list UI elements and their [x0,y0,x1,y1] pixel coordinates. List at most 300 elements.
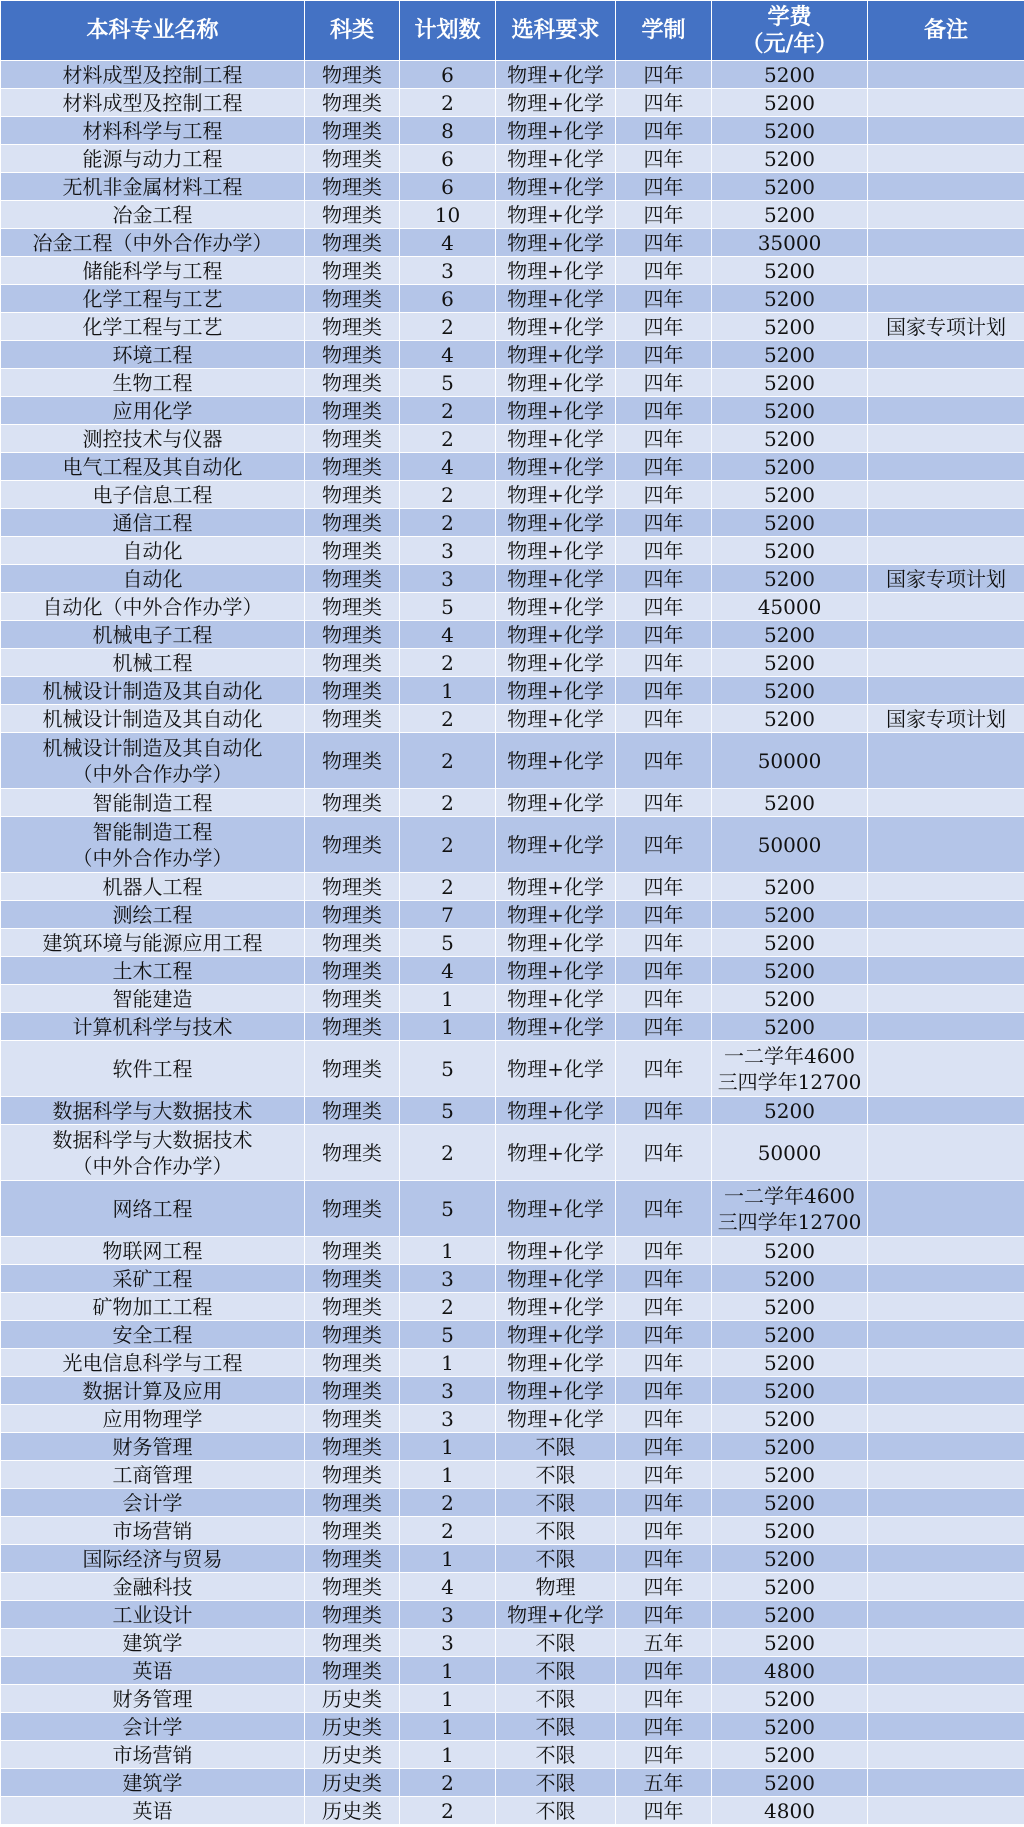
table-row [1,453,1024,481]
cell-tuition [712,285,868,313]
cell-text-line: 5200 [764,174,815,199]
table-row [1,1545,1024,1573]
cell-text-line: 5200 [764,622,815,647]
cell-major-name [1,229,305,257]
cell-subject-requirement: 物理+化学 [496,369,616,397]
cell-tuition [712,481,868,509]
cell-plan-count: 10 [400,201,496,229]
cell-plan-count: 2 [400,1489,496,1517]
cell-duration: 四年 [616,61,712,89]
cell-remarks [868,117,1024,145]
cell-text-line: 4800 [764,1798,815,1823]
table-row [1,1405,1024,1433]
cell-duration: 四年 [616,1517,712,1545]
cell-major-name [1,677,305,705]
table-row [1,1293,1024,1321]
cell-plan-count: 5 [400,593,496,621]
cell-category: 物理类 [305,1517,400,1545]
cell-plan-count: 2 [400,425,496,453]
cell-major-name [1,985,305,1013]
cell-category: 物理类 [305,985,400,1013]
cell-subject-requirement: 物理+化学 [496,1265,616,1293]
cell-plan-count: 5 [400,929,496,957]
cell-major-name [1,789,305,817]
table-row [1,201,1024,229]
cell-subject-requirement: 物理+化学 [496,929,616,957]
cell-major-name [1,481,305,509]
cell-category: 物理类 [305,509,400,537]
cell-remarks [868,789,1024,817]
cell-category: 物理类 [305,789,400,817]
cell-tuition [712,173,868,201]
cell-text-line: 5200 [764,118,815,143]
cell-text-line: 5200 [764,1322,815,1347]
cell-plan-count: 1 [400,1657,496,1685]
header-remarks [868,1,1024,61]
cell-remarks [868,985,1024,1013]
cell-major-name [1,341,305,369]
cell-major-name [1,1237,305,1265]
cell-duration: 四年 [616,1349,712,1377]
cell-text-line: 国际经济与贸易 [82,1546,223,1571]
cell-subject-requirement: 不限 [496,1713,616,1741]
cell-text-line: 5200 [764,454,815,479]
cell-text-line: 5200 [764,930,815,955]
cell-major-name [1,1657,305,1685]
cell-subject-requirement: 不限 [496,1629,616,1657]
table-row [1,621,1024,649]
cell-major-name [1,1125,305,1181]
table-row [1,1601,1024,1629]
cell-tuition [712,1489,868,1517]
cell-category: 物理类 [305,1321,400,1349]
cell-remarks [868,229,1024,257]
cell-subject-requirement: 物理+化学 [496,817,616,873]
cell-remarks [868,1461,1024,1489]
table-row [1,1181,1024,1237]
cell-duration: 四年 [616,425,712,453]
cell-text-line: 英语 [132,1658,173,1683]
cell-plan-count: 2 [400,1125,496,1181]
cell-category: 物理类 [305,817,400,873]
cell-subject-requirement: 物理+化学 [496,341,616,369]
cell-subject-requirement: 物理+化学 [496,425,616,453]
cell-remarks [868,1181,1024,1237]
cell-text-line: 5200 [764,1098,815,1123]
cell-tuition [712,677,868,705]
cell-tuition [712,89,868,117]
cell-text-line: 无机非金属材料工程 [62,174,243,199]
table-header-row [1,1,1024,61]
cell-plan-count: 1 [400,1433,496,1461]
cell-major-name [1,369,305,397]
cell-subject-requirement: 物理 [496,1573,616,1601]
cell-category: 物理类 [305,1601,400,1629]
table-row [1,145,1024,173]
cell-remarks [868,1685,1024,1713]
cell-plan-count: 3 [400,1405,496,1433]
cell-text-line: 测绘工程 [112,902,193,927]
cell-major-name [1,313,305,341]
cell-text-line: 5200 [764,538,815,563]
cell-category: 物理类 [305,397,400,425]
cell-remarks [868,1489,1024,1517]
cell-text-line: 5200 [764,482,815,507]
cell-plan-count: 3 [400,1377,496,1405]
cell-tuition [712,1657,868,1685]
cell-category: 物理类 [305,565,400,593]
cell-remarks [868,1013,1024,1041]
cell-major-name [1,1629,305,1657]
cell-category: 物理类 [305,873,400,901]
cell-text-line: 5200 [764,398,815,423]
cell-tuition [712,1545,868,1573]
cell-text-line: 5200 [764,1742,815,1767]
cell-text-line: 机械设计制造及其自动化 [42,678,263,703]
cell-major-name [1,817,305,873]
cell-text-line: 土木工程 [112,958,193,983]
cell-text-line: 英语 [132,1798,173,1823]
cell-subject-requirement: 物理+化学 [496,1125,616,1181]
cell-text-line: 5200 [764,678,815,703]
cell-subject-requirement: 不限 [496,1433,616,1461]
cell-major-name [1,929,305,957]
cell-text-line: 5200 [764,1350,815,1375]
cell-tuition [712,649,868,677]
cell-subject-requirement: 物理+化学 [496,1041,616,1097]
cell-remarks [868,1265,1024,1293]
table-row [1,1433,1024,1461]
cell-text-line: 5200 [764,1014,815,1039]
cell-text-line: 物联网工程 [102,1238,203,1263]
cell-remarks [868,1433,1024,1461]
cell-text-line: 5200 [764,146,815,171]
header-major-name [1,1,305,61]
cell-category: 物理类 [305,481,400,509]
cell-plan-count: 2 [400,817,496,873]
cell-major-name [1,565,305,593]
cell-category: 物理类 [305,1377,400,1405]
cell-remarks [868,873,1024,901]
cell-duration: 四年 [616,1741,712,1769]
cell-text-line: 5200 [764,1434,815,1459]
cell-category: 历史类 [305,1741,400,1769]
cell-major-name [1,1713,305,1741]
cell-subject-requirement: 不限 [496,1545,616,1573]
cell-tuition [712,733,868,789]
cell-plan-count: 2 [400,1797,496,1825]
cell-major-name [1,1769,305,1797]
cell-text-line: 5200 [764,566,815,591]
cell-category: 物理类 [305,1293,400,1321]
cell-remarks [868,201,1024,229]
table-row [1,173,1024,201]
cell-text-line: 5200 [764,706,815,731]
table-row [1,509,1024,537]
cell-plan-count: 1 [400,1685,496,1713]
cell-subject-requirement: 物理+化学 [496,1405,616,1433]
cell-plan-count: 4 [400,1573,496,1601]
cell-tuition [712,1741,868,1769]
cell-text-line: 5200 [764,1378,815,1403]
cell-text-line: 5200 [764,1630,815,1655]
cell-plan-count: 2 [400,1769,496,1797]
cell-subject-requirement: 物理+化学 [496,1601,616,1629]
cell-category: 物理类 [305,1405,400,1433]
cell-tuition [712,1797,868,1825]
cell-major-name [1,957,305,985]
cell-major-name [1,1349,305,1377]
cell-text-line: 5200 [764,1518,815,1543]
cell-remarks [868,509,1024,537]
cell-subject-requirement: 不限 [496,1685,616,1713]
cell-duration: 四年 [616,1097,712,1125]
cell-plan-count: 2 [400,509,496,537]
cell-text-line: 市场营销 [112,1518,193,1543]
cell-plan-count: 2 [400,733,496,789]
cell-text-line: 5200 [764,958,815,983]
cell-major-name [1,705,305,733]
cell-tuition [712,929,868,957]
cell-duration: 四年 [616,705,712,733]
cell-major-name [1,873,305,901]
cell-major-name [1,1013,305,1041]
cell-text-line: 5200 [764,286,815,311]
cell-text-line: 智能制造工程 [92,819,213,844]
cell-text-line: 建筑环境与能源应用工程 [42,930,263,955]
cell-remarks [868,817,1024,873]
cell-text-line: 5200 [764,342,815,367]
cell-category: 物理类 [305,425,400,453]
cell-major-name [1,173,305,201]
header-text: 学制 [641,18,686,43]
cell-category: 物理类 [305,537,400,565]
cell-category: 物理类 [305,1629,400,1657]
cell-plan-count: 8 [400,117,496,145]
table-row [1,929,1024,957]
cell-plan-count: 1 [400,1461,496,1489]
cell-subject-requirement: 物理+化学 [496,257,616,285]
cell-duration: 四年 [616,1685,712,1713]
cell-duration: 四年 [616,1797,712,1825]
cell-plan-count: 2 [400,313,496,341]
cell-text-line: 网络工程 [112,1196,193,1221]
cell-tuition [712,621,868,649]
cell-major-name [1,1573,305,1601]
cell-category: 物理类 [305,117,400,145]
cell-tuition [712,117,868,145]
cell-duration: 四年 [616,1545,712,1573]
cell-category: 物理类 [305,929,400,957]
cell-text-line: 测控技术与仪器 [82,426,223,451]
cell-subject-requirement: 不限 [496,1489,616,1517]
header-text: 科类 [329,18,374,43]
table-row [1,481,1024,509]
cell-text-line: 通信工程 [112,510,193,535]
cell-text-line: 4800 [764,1658,815,1683]
cell-text-line: 建筑学 [122,1630,183,1655]
cell-text-line: 电子信息工程 [92,482,213,507]
cell-major-name [1,593,305,621]
table-row [1,537,1024,565]
cell-category: 物理类 [305,901,400,929]
cell-subject-requirement: 物理+化学 [496,453,616,481]
header-subject-requirement [496,1,616,61]
cell-tuition [712,1601,868,1629]
cell-tuition [712,1377,868,1405]
table-row [1,1741,1024,1769]
cell-subject-requirement: 物理+化学 [496,61,616,89]
table-row [1,229,1024,257]
cell-major-name [1,1041,305,1097]
table-row [1,957,1024,985]
cell-subject-requirement: 物理+化学 [496,285,616,313]
cell-text-line: 市场营销 [112,1742,193,1767]
table-row [1,61,1024,89]
cell-subject-requirement: 物理+化学 [496,313,616,341]
table-row [1,1685,1024,1713]
cell-major-name [1,1461,305,1489]
cell-text-line: （中外合作办学） [72,1153,233,1178]
cell-subject-requirement: 不限 [496,1797,616,1825]
cell-tuition [712,397,868,425]
cell-text-line: 会计学 [122,1714,183,1739]
cell-remarks [868,481,1024,509]
cell-category: 物理类 [305,957,400,985]
cell-tuition [712,1181,868,1237]
cell-category: 物理类 [305,173,400,201]
cell-category: 物理类 [305,649,400,677]
cell-subject-requirement: 物理+化学 [496,957,616,985]
cell-duration: 四年 [616,649,712,677]
cell-duration: 四年 [616,1237,712,1265]
cell-text-line: 5200 [764,1266,815,1291]
table-row [1,817,1024,873]
cell-duration: 四年 [616,145,712,173]
cell-tuition [712,1237,868,1265]
cell-subject-requirement: 物理+化学 [496,89,616,117]
cell-text-line: 环境工程 [112,342,193,367]
cell-remarks [868,1769,1024,1797]
cell-text-line: 材料科学与工程 [82,118,223,143]
cell-text-line: 生物工程 [112,370,193,395]
table-row [1,285,1024,313]
cell-text-line: 能源与动力工程 [82,146,223,171]
cell-text-line: 应用物理学 [102,1406,203,1431]
cell-plan-count: 1 [400,1013,496,1041]
cell-plan-count: 1 [400,985,496,1013]
cell-tuition [712,1461,868,1489]
cell-tuition [712,957,868,985]
cell-text-line: 软件工程 [112,1056,193,1081]
cell-category: 物理类 [305,733,400,789]
cell-major-name [1,453,305,481]
cell-text-line: 5200 [764,650,815,675]
cell-subject-requirement: 物理+化学 [496,1293,616,1321]
cell-remarks [868,89,1024,117]
cell-text-line: 数据科学与大数据技术 [52,1127,253,1152]
cell-tuition [712,1293,868,1321]
cell-remarks [868,733,1024,789]
cell-text-line: 储能科学与工程 [82,258,223,283]
cell-major-name [1,285,305,313]
table-row [1,117,1024,145]
cell-text-line: 5200 [764,1574,815,1599]
cell-category: 物理类 [305,201,400,229]
cell-duration: 四年 [616,1601,712,1629]
cell-text-line: 自动化（中外合作办学） [42,594,263,619]
cell-tuition [712,341,868,369]
cell-remarks [868,1405,1024,1433]
cell-text-line: 光电信息科学与工程 [62,1350,243,1375]
table-row [1,901,1024,929]
cell-tuition [712,901,868,929]
cell-text-line: 5200 [764,1686,815,1711]
cell-category: 物理类 [305,1489,400,1517]
cell-subject-requirement: 物理+化学 [496,705,616,733]
cell-major-name [1,61,305,89]
cell-major-name [1,1601,305,1629]
cell-category: 物理类 [305,705,400,733]
table-row [1,1713,1024,1741]
cell-major-name [1,509,305,537]
cell-remarks [868,1741,1024,1769]
cell-remarks [868,1041,1024,1097]
cell-duration: 四年 [616,1293,712,1321]
cell-remarks [868,257,1024,285]
cell-text-line: 三四学年12700 [717,1209,862,1234]
cell-text-line: 机器人工程 [102,874,203,899]
cell-tuition [712,229,868,257]
header-duration [616,1,712,61]
cell-duration: 四年 [616,565,712,593]
cell-major-name [1,1797,305,1825]
cell-remarks [868,1573,1024,1601]
cell-text-line: 化学工程与工艺 [82,314,223,339]
cell-subject-requirement: 物理+化学 [496,1349,616,1377]
cell-remarks [868,621,1024,649]
cell-remarks [868,173,1024,201]
cell-plan-count: 6 [400,173,496,201]
cell-remarks [868,1377,1024,1405]
cell-duration: 五年 [616,1769,712,1797]
cell-tuition [712,817,868,873]
cell-subject-requirement: 物理+化学 [496,789,616,817]
cell-category: 物理类 [305,145,400,173]
cell-subject-requirement: 物理+化学 [496,537,616,565]
cell-duration: 四年 [616,509,712,537]
cell-tuition [712,1629,868,1657]
cell-plan-count: 3 [400,1265,496,1293]
cell-major-name [1,649,305,677]
cell-text-line: 5200 [764,1546,815,1571]
cell-subject-requirement: 物理+化学 [496,649,616,677]
cell-remarks [868,1349,1024,1377]
cell-remarks [868,649,1024,677]
cell-category: 物理类 [305,453,400,481]
cell-text-line: 安全工程 [112,1322,193,1347]
header-text: 学费 [767,4,812,30]
cell-subject-requirement: 物理+化学 [496,1097,616,1125]
table-row [1,89,1024,117]
cell-major-name [1,1433,305,1461]
table-row [1,341,1024,369]
cell-duration: 四年 [616,817,712,873]
cell-category: 物理类 [305,1349,400,1377]
cell-subject-requirement: 不限 [496,1741,616,1769]
cell-major-name [1,1685,305,1713]
cell-text-line: 5200 [764,426,815,451]
